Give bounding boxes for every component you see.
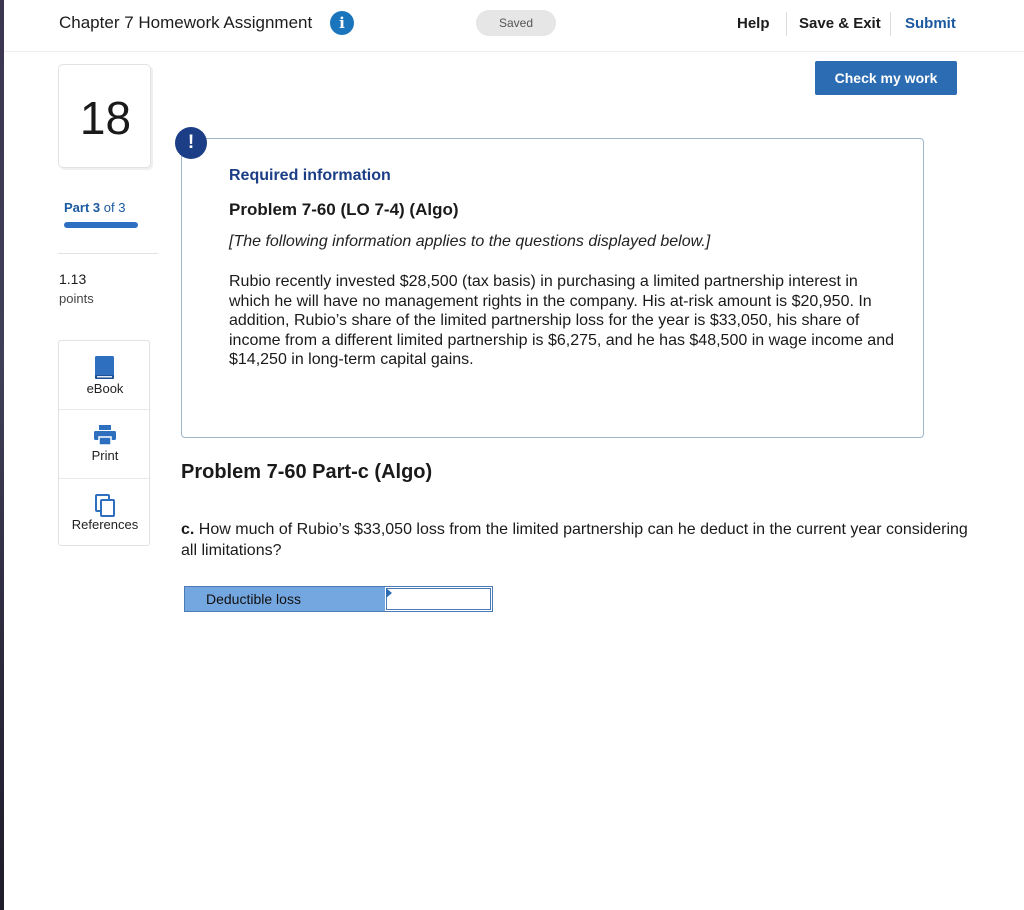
header-divider: [890, 12, 891, 36]
answer-row: [184, 586, 493, 612]
references-button[interactable]: [59, 478, 151, 546]
help-link[interactable]: Help: [737, 15, 770, 32]
references-label: References: [71, 517, 139, 532]
alert-icon: !: [175, 127, 207, 159]
part-current: 3: [92, 200, 101, 215]
required-information-title: Required information: [229, 167, 391, 184]
points-value: 1.13: [59, 271, 87, 287]
top-bar: [4, 0, 1024, 52]
references-icon: [93, 493, 117, 519]
info-icon[interactable]: i: [330, 11, 354, 35]
window-edge: [0, 0, 4, 910]
required-marker: [386, 588, 392, 598]
deductible-loss-input[interactable]: [386, 588, 491, 610]
part-word: Part: [64, 200, 90, 215]
deductible-loss-label: Deductible loss: [185, 587, 385, 611]
part-indicator: [64, 200, 125, 215]
question-body: How much of Rubio’s $33,050 loss from the limited partnership can he deduct in the current year considering all limitations?: [181, 521, 968, 559]
ebook-button[interactable]: [59, 341, 151, 409]
book-icon: [93, 355, 117, 381]
print-button[interactable]: [59, 409, 151, 477]
problem-title: Problem 7-60 (LO 7-4) (Algo): [229, 200, 459, 219]
problem-note: [The following information applies to the questions displayed below.]: [229, 233, 711, 250]
question-text: [181, 519, 971, 561]
assignment-title: Chapter 7 Homework Assignment: [59, 13, 313, 32]
print-label: Print: [91, 448, 119, 463]
question-number-card: [58, 64, 151, 168]
printer-icon: [93, 424, 117, 446]
ebook-label: eBook: [86, 381, 124, 396]
submit-link[interactable]: Submit: [905, 15, 956, 32]
points-label: points: [59, 291, 94, 306]
question-number: 18: [79, 92, 132, 144]
save-exit-link[interactable]: Save & Exit: [799, 15, 881, 32]
part-total: of 3: [103, 200, 126, 215]
part-title: Problem 7-60 Part-c (Algo): [181, 461, 433, 483]
part-progress-bar: [64, 222, 138, 228]
question-prefix: c.: [181, 521, 195, 538]
check-my-work-button[interactable]: Check my work: [815, 61, 957, 95]
tools-panel: [58, 340, 150, 546]
header-divider: [786, 12, 787, 36]
saved-status-badge: Saved: [476, 10, 556, 36]
problem-text: Rubio recently invested $28,500 (tax basis) in purchasing a limited partnership interest in which he will have no management rights in the company. His at-risk amount is $20,950. In addition, Rubio’s share of the limited partnership loss for the year is $33,050, his share of income from a different limited partnership is $6,275, and he has $48,500 in wage income and $14,250 in long-term capital gains.: [229, 273, 894, 368]
rail-divider: [58, 253, 158, 254]
